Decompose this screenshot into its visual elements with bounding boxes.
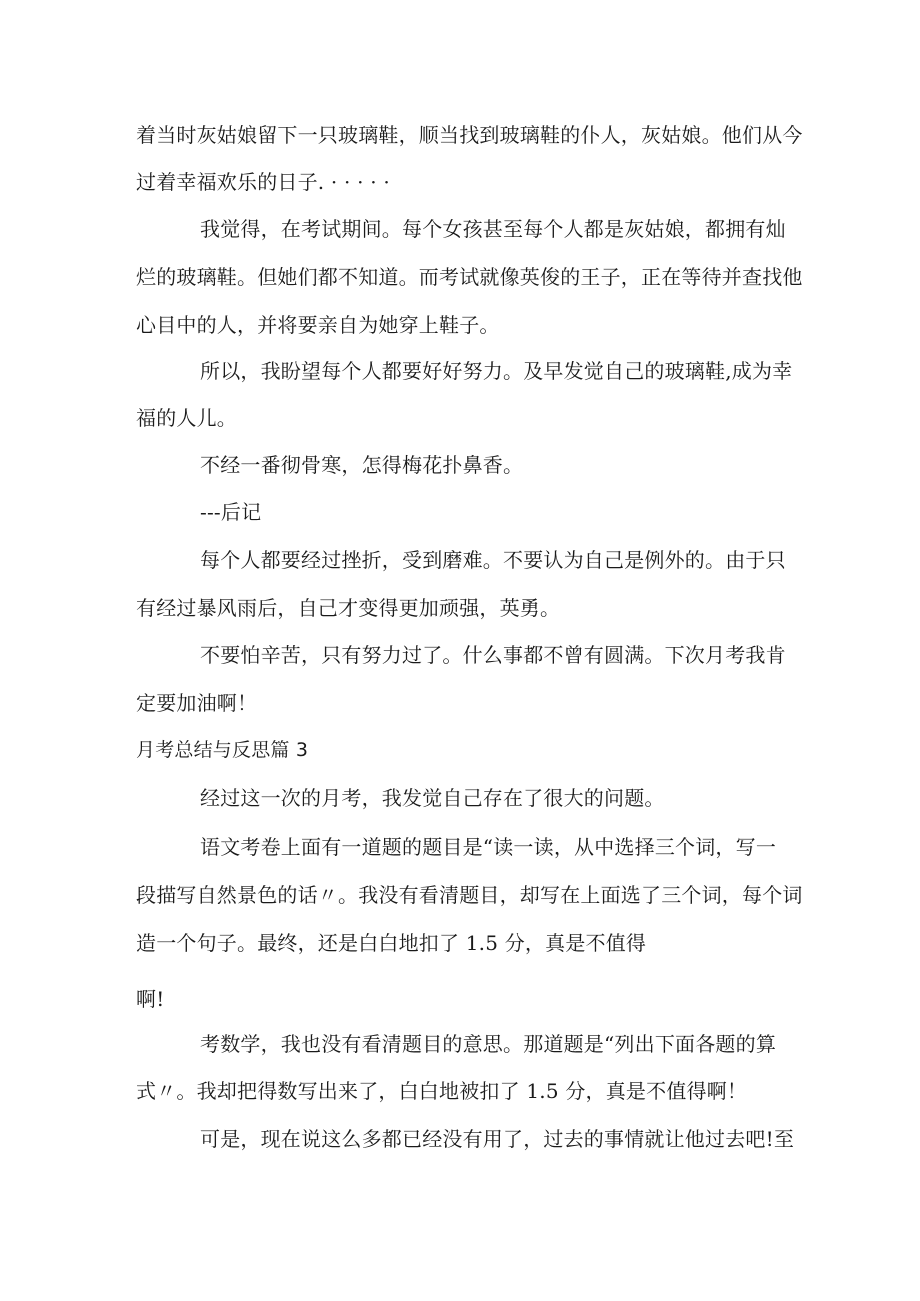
paragraph-line: 式〃。我却把得数写出来了，白白地被扣了 1.5 分，真是不值得啊！ xyxy=(136,1079,748,1103)
paragraph-line: 所以，我盼望每个人都要好好努力。及早发觉自己的玻璃鞋,成为幸 xyxy=(200,359,793,383)
paragraph-line: 考数学，我也没有看清题目的意思。那道题是“列出下面各题的算 xyxy=(200,1032,777,1056)
paragraph-line: 烂的玻璃鞋。但她们都不知道。而考试就像英俊的王子，正在等待并查找他 xyxy=(136,265,803,289)
paragraph-line: 着当时灰姑娘留下一只玻璃鞋，顺当找到玻璃鞋的仆人，灰姑娘。他们从今 xyxy=(136,123,803,147)
paragraph-line: 我觉得，在考试期间。每个女孩甚至每个人都是灰姑娘，都拥有灿 xyxy=(200,217,786,241)
paragraph-line: 段描写自然景色的话〃。我没有看清题目，却写在上面选了三个词，每个词 xyxy=(136,883,803,907)
paragraph-line: 定要加油啊！ xyxy=(136,691,258,715)
paragraph-line: 过着幸福欢乐的日子. · · · · · xyxy=(136,170,390,194)
paragraph-line: 每个人都要经过挫折，受到磨难。不要认为自己是例外的。由于只 xyxy=(200,548,786,572)
quote-line: 不经一番彻骨寒，怎得梅花扑鼻香。 xyxy=(200,453,524,477)
paragraph-line: 有经过暴风雨后，自己才变得更加顽强，英勇。 xyxy=(136,596,561,620)
paragraph-line: 福的人儿。 xyxy=(136,406,237,430)
paragraph-line: 经过这一次的月考，我发觉自己存在了很大的问题。 xyxy=(200,786,665,810)
postscript-label: ---后记 xyxy=(200,500,262,524)
paragraph-line: 可是，现在说这么多都已经没有用了，过去的事情就让他过去吧!至 xyxy=(200,1127,795,1151)
paragraph-line: 心目中的人，并将要亲自为她穿上鞋子。 xyxy=(136,313,500,337)
paragraph-line: 啊! xyxy=(136,987,165,1011)
section-heading: 月考总结与反思篇 3 xyxy=(136,739,309,761)
paragraph-line: 不要怕辛苦，只有努力过了。什么事都不曾有圆满。下次月考我肯 xyxy=(200,643,786,667)
paragraph-line: 语文考卷上面有一道题的题目是“读一读，从中选择三个词，写一 xyxy=(200,835,777,859)
paragraph-line: 造一个句子。最终，还是白白地扣了 1.5 分，真是不值得 xyxy=(136,931,647,955)
